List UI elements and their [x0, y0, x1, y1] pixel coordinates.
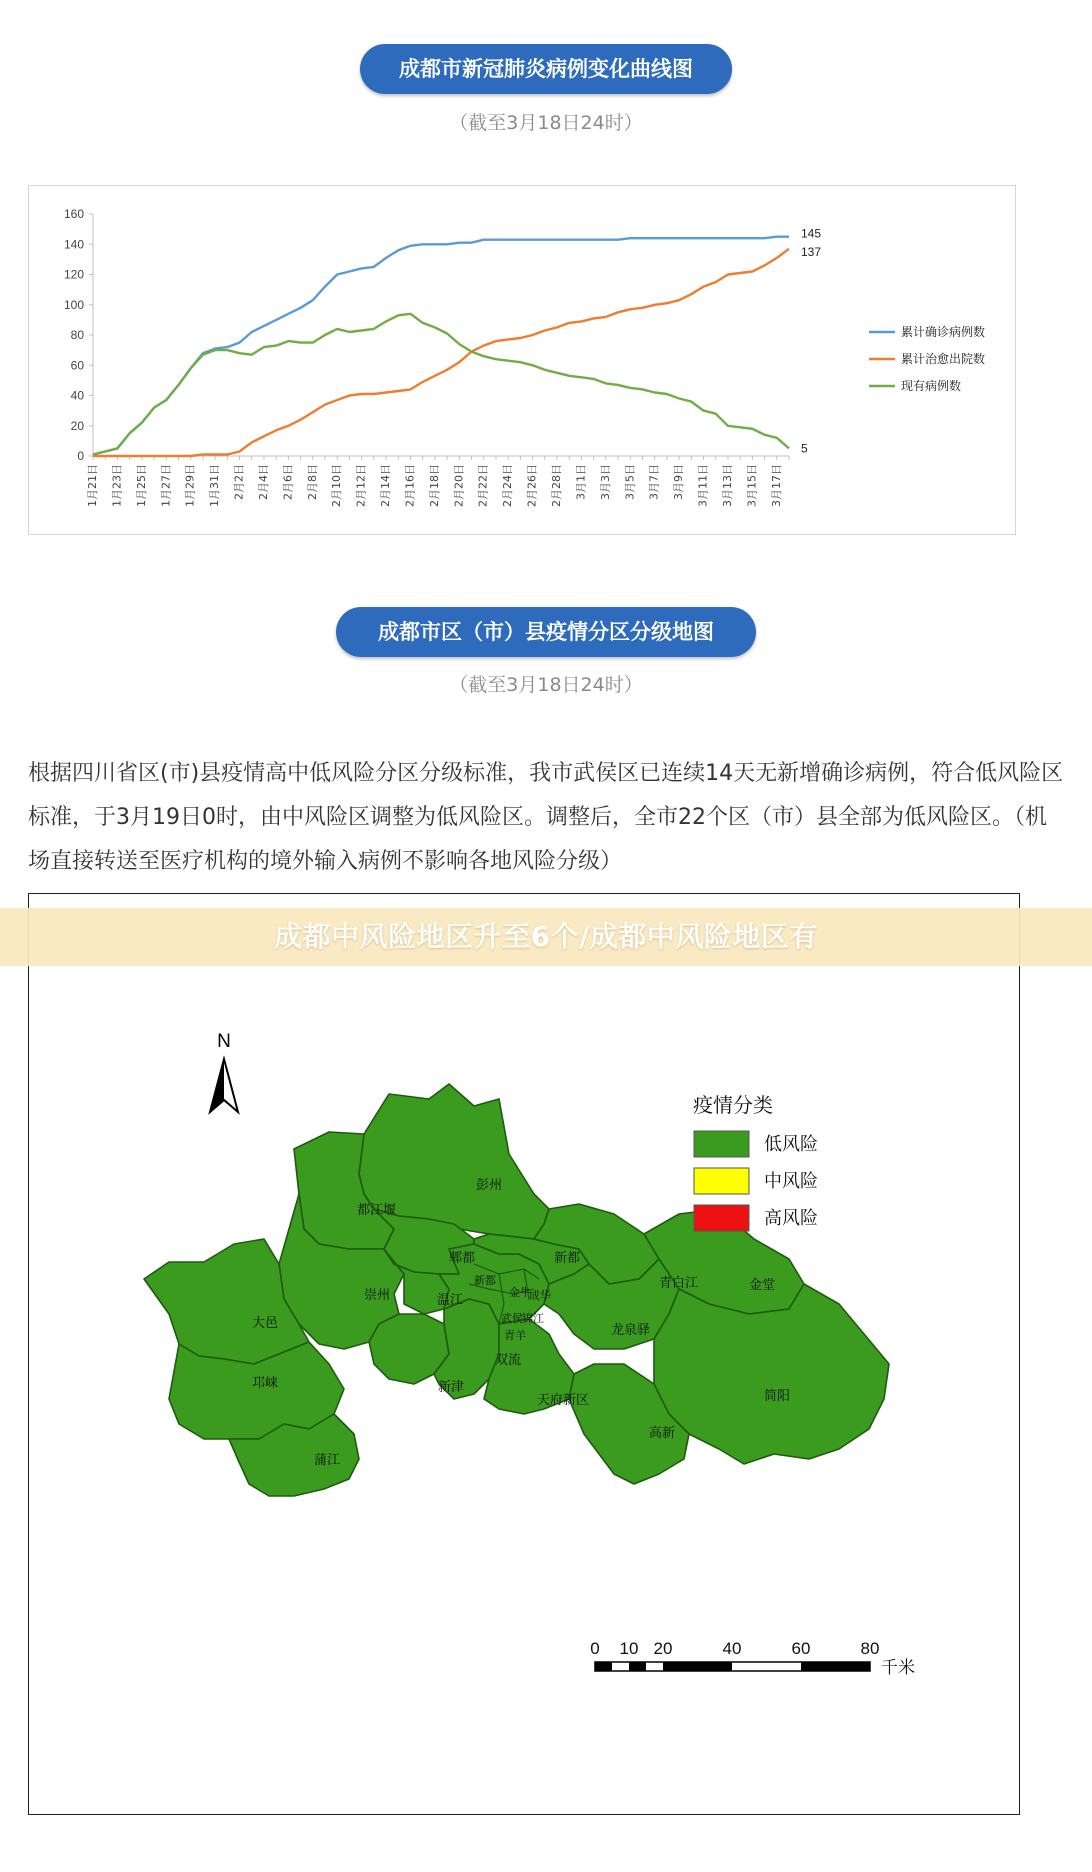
- region-jianyang: [654, 1284, 889, 1464]
- x-tick-label: 1月23日: [110, 464, 124, 507]
- x-tick-label: 1月21日: [86, 464, 99, 507]
- chart-title: 成都市新冠肺炎病例变化曲线图: [399, 57, 693, 81]
- chart-container: [28, 185, 1016, 535]
- legend-label-1: 累计治愈出院数: [901, 352, 986, 366]
- chart-title-pill: [360, 44, 732, 94]
- scale-tick-10: 10: [619, 1639, 639, 1658]
- label-xinjin: 新津: [438, 1380, 465, 1395]
- label-pengzhou: 彭州: [476, 1178, 503, 1193]
- scale-tick-60: 60: [791, 1639, 811, 1658]
- label-jianyang: 简阳: [764, 1389, 791, 1404]
- north-arrow-icon: [210, 1059, 238, 1112]
- label-tianfu: 天府新区: [537, 1393, 590, 1408]
- risk-map: [29, 894, 1019, 1814]
- announcement-paragraph: 根据四川省区(市)县疫情高中低风险分区分级标准，我市武侯区已连续14天无新增确诊病例，符合低风险区标准，于3月19日0时，由中风险区调整为低风险区。调整后，全市22个区（市）县全部为低风险区。（机场直接转送至医疗机构的境外输入病例不影响各地风险分级）: [28, 761, 1064, 874]
- label-xindu: 新都: [554, 1251, 581, 1266]
- x-tick-label: 3月5日: [623, 464, 637, 500]
- x-tick-label: 3月15日: [745, 464, 759, 507]
- chart-subtitle: （截至3月18日24时）: [449, 112, 643, 134]
- legend-title: 疫情分类: [693, 1093, 773, 1117]
- y-tick-label: 140: [63, 237, 84, 252]
- x-tick-label: 2月6日: [281, 464, 295, 500]
- label-chongzhou: 崇州: [364, 1288, 391, 1303]
- x-tick-label: 1月31日: [208, 464, 222, 507]
- x-tick-label: 2月4日: [256, 464, 270, 500]
- x-tick-label: 1月25日: [134, 464, 148, 507]
- label-jintang: 金堂: [749, 1278, 776, 1293]
- map-title: 成都市区（市）县疫情分区分级地图: [378, 620, 714, 644]
- line-chart: [29, 186, 1015, 534]
- label-xindu-small: 新都: [474, 1274, 496, 1287]
- y-tick-label: 100: [63, 297, 84, 312]
- x-tick-label: 2月24日: [501, 464, 515, 507]
- x-tick-label: 1月27日: [159, 464, 173, 507]
- label-shuangliu: 双流: [495, 1353, 522, 1368]
- legend-label-2: 现有病例数: [901, 379, 962, 393]
- y-tick-label: 0: [77, 449, 84, 463]
- x-tick-label: 2月28日: [550, 464, 563, 507]
- x-tick-label: 1月29日: [183, 464, 197, 507]
- map-container: [28, 893, 1020, 1815]
- map-title-pill: [336, 607, 756, 657]
- scale-tick-0: 0: [590, 1639, 600, 1658]
- x-tick-label: 2月14日: [379, 464, 393, 507]
- y-tick-label: 60: [70, 358, 84, 373]
- x-tick-label: 2月2日: [232, 464, 246, 500]
- x-tick-label: 3月9日: [672, 464, 686, 500]
- y-tick-label: 40: [70, 388, 84, 403]
- series-line-1: [93, 249, 789, 456]
- series-end-label-2: 5: [801, 441, 808, 456]
- legend-swatch-medium: [694, 1168, 749, 1194]
- label-dujiangyan: 都江堰: [357, 1203, 397, 1218]
- x-tick-label: 2月18日: [427, 464, 441, 507]
- x-tick-label: 2月10日: [330, 464, 344, 507]
- scale-unit: 千米: [881, 1658, 915, 1678]
- label-pidu: 郫都: [449, 1251, 476, 1266]
- label-wuhou: 武侯: [501, 1312, 523, 1325]
- overlay-banner: 成都中风险地区升至6个/成都中风险地区有: [0, 908, 1092, 966]
- x-tick-label: 3月1日: [574, 464, 588, 500]
- label-chenghua: 成华: [529, 1289, 551, 1302]
- legend-swatch-high: [694, 1205, 749, 1231]
- x-tick-label: 2月26日: [525, 464, 539, 508]
- label-jinniu: 金牛: [509, 1286, 531, 1299]
- x-tick-label: 3月11日: [696, 464, 710, 507]
- label-wenjiang: 温江: [437, 1293, 464, 1308]
- y-tick-label: 120: [63, 267, 84, 282]
- x-tick-label: 3月17日: [769, 464, 783, 507]
- label-dayi: 大邑: [252, 1316, 279, 1331]
- y-tick-label: 80: [70, 328, 84, 342]
- legend-label-low: 低风险: [764, 1134, 818, 1155]
- series-line-0: [93, 237, 789, 455]
- legend-label-0: 累计确诊病例数: [901, 325, 986, 339]
- map-subtitle: （截至3月18日24时）: [449, 674, 643, 696]
- x-tick-label: 2月8日: [305, 464, 319, 500]
- legend-label-medium: 中风险: [764, 1171, 818, 1192]
- x-tick-label: 2月16日: [403, 464, 417, 507]
- scale-tick-20: 20: [653, 1639, 673, 1658]
- label-qingbaijiang: 青白江: [659, 1276, 699, 1291]
- x-tick-label: 3月13日: [720, 464, 734, 507]
- label-pujiang: 蒲江: [314, 1453, 341, 1468]
- label-jinjiang: 锦江: [522, 1312, 544, 1325]
- series-line-2: [93, 314, 789, 455]
- label-gaoxin: 高新: [649, 1426, 676, 1441]
- label-qingyang: 青羊: [504, 1329, 526, 1342]
- x-tick-label: 2月20日: [452, 464, 466, 507]
- legend-label-high: 高风险: [764, 1208, 818, 1229]
- scale-tick-80: 80: [860, 1639, 880, 1658]
- scale-bar: [590, 1639, 915, 1678]
- x-tick-label: 2月22日: [476, 464, 490, 507]
- scale-tick-40: 40: [722, 1639, 742, 1658]
- label-qionglai: 邛崃: [252, 1376, 279, 1391]
- map-legend: [693, 1093, 818, 1231]
- x-tick-label: 3月7日: [647, 464, 661, 500]
- legend-swatch-low: [694, 1131, 749, 1157]
- x-tick-label: 3月3日: [598, 464, 612, 500]
- y-tick-label: 160: [63, 207, 84, 221]
- series-end-label-0: 145: [801, 226, 822, 241]
- x-tick-label: 2月12日: [354, 464, 368, 507]
- y-tick-label: 20: [70, 418, 84, 433]
- label-longquanyi: 龙泉驿: [611, 1323, 651, 1338]
- north-label: N: [217, 1031, 231, 1052]
- series-end-label-1: 137: [801, 244, 822, 259]
